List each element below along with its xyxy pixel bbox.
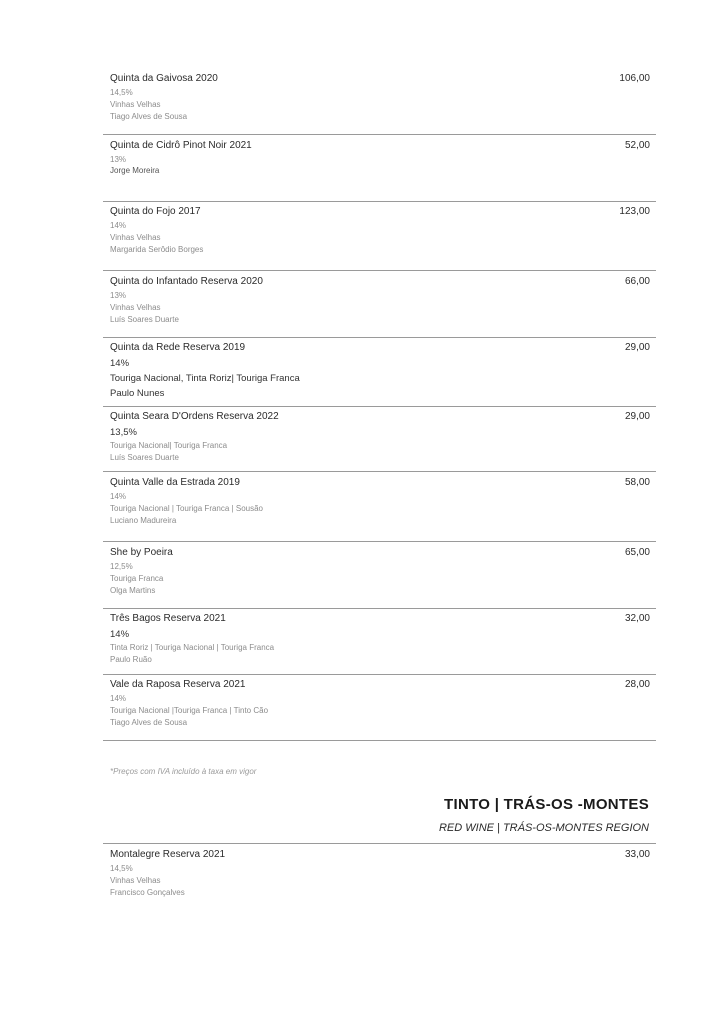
wine-producer: Luciano Madureira (110, 516, 177, 525)
wine-detail: Vinhas Velhas (110, 303, 161, 312)
wine-item (103, 411, 656, 472)
wine-name: Quinta da Gaivosa 2020 (110, 73, 218, 84)
wine-item (103, 276, 656, 338)
wine-price: 32,00 (624, 613, 650, 624)
wine-producer: Olga Martins (110, 586, 156, 595)
wine-alcohol: 14% (110, 629, 130, 640)
wine-detail: Touriga Nacional| Touriga Franca (110, 441, 228, 450)
wine-name: She by Poeira (110, 547, 173, 558)
section-title: TINTO | TRÁS-OS -MONTES (444, 796, 649, 813)
wine-producer: Tiago Alves de Sousa (110, 112, 188, 121)
wine-alcohol: 12,5% (110, 562, 133, 571)
wine-detail: Touriga Franca (110, 574, 164, 583)
wine-price: 106,00 (619, 73, 650, 84)
wine-detail: Touriga Nacional | Touriga Franca | Sousão (110, 504, 263, 513)
wine-alcohol: 13% (110, 155, 127, 164)
wine-price: 65,00 (624, 547, 650, 558)
wine-item (103, 613, 656, 675)
wine-producer: Paulo Nunes (110, 388, 165, 399)
section-subtitle: RED WINE | TRÁS-OS-MONTES REGION (438, 822, 649, 834)
wine-item (103, 73, 656, 135)
wine-item (103, 206, 656, 271)
wine-detail: Touriga Nacional, Tinta Roriz| Touriga Franca (110, 373, 300, 384)
wine-item (103, 342, 656, 407)
wine-detail: Vinhas Velhas (110, 100, 161, 109)
wine-producer: Paulo Ruão (110, 655, 152, 664)
wine-detail: Tinta Roriz | Touriga Nacional | Touriga Franca (110, 643, 275, 652)
wine-name: Vale da Raposa Reserva 2021 (110, 679, 246, 690)
wine-alcohol: 14,5% (110, 864, 133, 873)
wine-item (103, 547, 656, 609)
wine-producer: Francisco Gonçalves (110, 888, 185, 897)
wine-alcohol: 14% (110, 694, 127, 703)
price-footnote: *Preços com IVA incluído à taxa em vigor (110, 767, 257, 776)
wine-price: 29,00 (624, 342, 650, 353)
wine-alcohol: 13,5% (110, 427, 137, 438)
wine-price: 28,00 (624, 679, 650, 690)
wine-name: Quinta do Infantado Reserva 2020 (110, 276, 263, 287)
wine-producer: Jorge Moreira (110, 166, 160, 175)
wine-name: Quinta Valle da Estrada 2019 (110, 477, 240, 488)
wine-price: 33,00 (624, 849, 650, 860)
wine-name: Quinta de Cidrô Pinot Noir 2021 (110, 140, 252, 151)
wine-detail: Vinhas Velhas (110, 876, 161, 885)
wine-alcohol: 14,5% (110, 88, 133, 97)
wine-price: 58,00 (624, 477, 650, 488)
wine-name: Montalegre Reserva 2021 (110, 849, 226, 860)
wine-alcohol: 14% (110, 358, 130, 369)
section-divider (103, 843, 656, 844)
wine-item (103, 140, 656, 202)
wine-producer: Luís Soares Duarte (110, 315, 179, 324)
wine-producer: Luís Soares Duarte (110, 453, 179, 462)
wine-price: 29,00 (624, 411, 650, 422)
wine-item (103, 679, 656, 741)
wine-producer: Margarida Serôdio Borges (110, 245, 204, 254)
wine-producer: Tiago Alves de Sousa (110, 718, 188, 727)
wine-alcohol: 13% (110, 291, 127, 300)
wine-detail: Vinhas Velhas (110, 233, 161, 242)
wine-alcohol: 14% (110, 221, 127, 230)
wine-name: Quinta Seara D'Ordens Reserva 2022 (110, 411, 279, 422)
wine-alcohol: 14% (110, 492, 127, 501)
wine-price: 66,00 (624, 276, 650, 287)
wine-name: Três Bagos Reserva 2021 (110, 613, 226, 624)
wine-price: 52,00 (624, 140, 650, 151)
wine-name: Quinta da Rede Reserva 2019 (110, 342, 246, 353)
wine-item (103, 477, 656, 542)
wine-detail: Touriga Nacional |Touriga Franca | Tinto Cão (110, 706, 269, 715)
wine-item (103, 849, 656, 899)
wine-price: 123,00 (619, 206, 650, 217)
wine-name: Quinta do Fojo 2017 (110, 206, 201, 217)
